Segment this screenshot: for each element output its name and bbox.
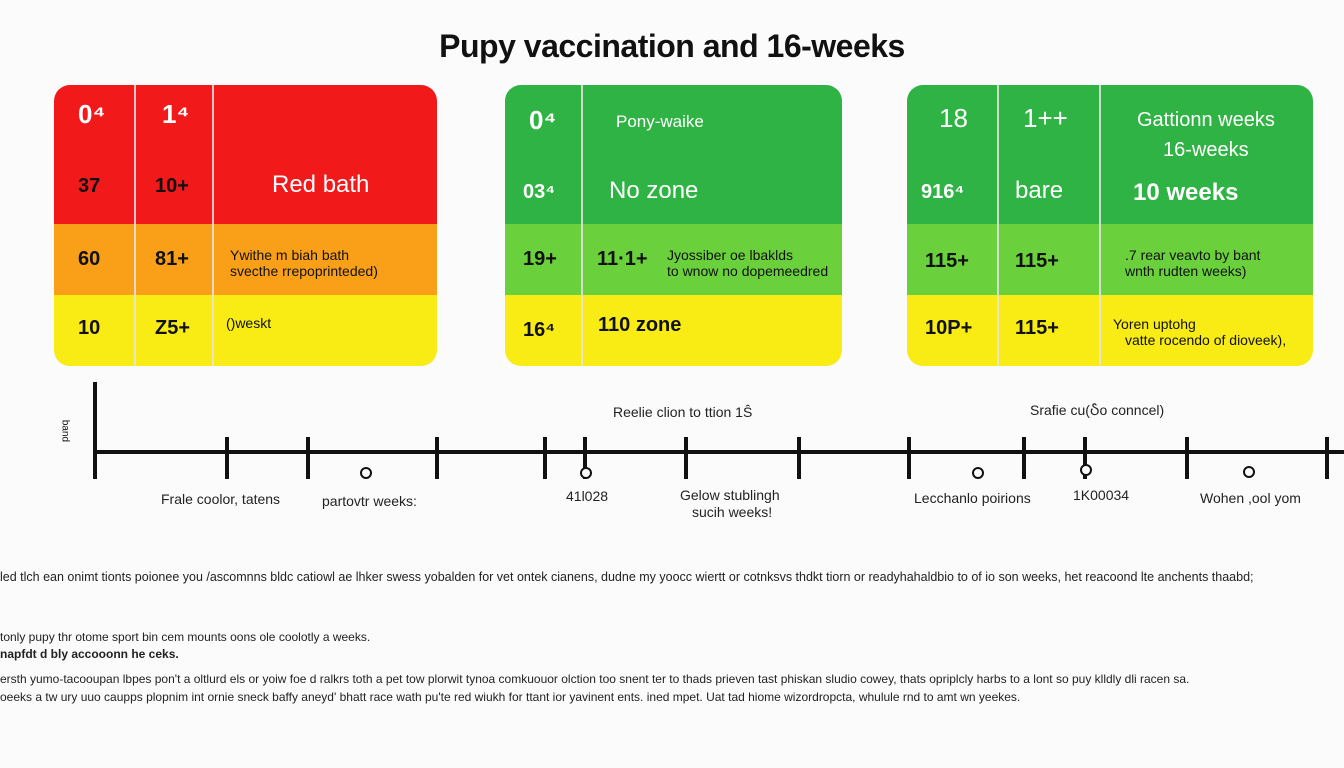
panel2-top-c1: 0⁴ [529, 105, 557, 135]
timeline-annotation: Srafie cu(Ⴢo conncel) [1030, 402, 1165, 418]
timeline-y-label: puɐq [60, 419, 71, 442]
timeline-tick [1185, 437, 1189, 479]
panel3-label1: Gattionn weeks [1137, 109, 1275, 131]
red-bath-label: Red bath [272, 171, 370, 198]
timeline-label: sucih weeks! [692, 504, 773, 520]
timeline-milestone [360, 467, 372, 479]
panel3-bot-c2: 115+ [1015, 317, 1059, 339]
panel3-bot-c1: 10P+ [925, 317, 973, 339]
panel1-top-c1b: 37 [78, 175, 101, 197]
timeline-label: Gelow stublingh [680, 487, 780, 503]
timeline-horizontal-axis [93, 450, 1344, 454]
timeline-tick [684, 437, 688, 479]
panel2-small-label: Pony-waike [616, 112, 704, 131]
timeline-tick [1022, 437, 1026, 479]
no-zone-label: No zone [609, 177, 699, 204]
timeline-milestone [1080, 464, 1092, 476]
page-title: Pupy vaccination and 16-weeks [439, 28, 905, 64]
panel3-bot-note2: vatte rocendo of dioveek), [1125, 332, 1287, 348]
panel1-bot-c2: Z5+ [155, 317, 191, 339]
column-divider [581, 85, 583, 366]
no-zone-panel [505, 85, 842, 366]
timeline-label: Wohen ,ool yom [1200, 490, 1301, 506]
timeline-label: 41l028 [566, 488, 609, 504]
panel3-mid-c2: 115+ [1015, 250, 1059, 272]
panel3-label3: 10 weeks [1133, 179, 1239, 206]
timeline-annotation: Reelie clion to ttion 1Ŝ [613, 404, 753, 420]
timeline-tick [1325, 437, 1329, 479]
red-band [54, 85, 437, 224]
timeline-vertical-axis [93, 382, 97, 479]
panel3-top-c1b: 916⁴ [921, 181, 965, 203]
body-paragraph: tonly pupy thr otome sport bin cem mounts oons ole coolotly a weeks. [0, 630, 371, 644]
panel3-bot-note1: Yoren uptohg [1113, 316, 1196, 332]
timeline-label: partovtr weeks: [322, 493, 417, 509]
panel1-top-c1: 0⁴ [78, 99, 106, 129]
timeline-tick [797, 437, 801, 479]
red-bath-panel [54, 85, 437, 366]
column-divider [997, 85, 999, 366]
timeline-tick [435, 437, 439, 479]
panel1-bot-note: ()weskt [226, 315, 272, 331]
panel1-mid-note2: svecthe rrepoprinteded) [230, 263, 378, 279]
timeline-label: 1K00034 [1073, 487, 1130, 503]
panel2-mid-c1: 19+ [523, 248, 557, 270]
panel2-mid-c2: 11·1+ [597, 248, 648, 270]
timeline-tick [306, 437, 310, 479]
panel3-label2: 16-weeks [1163, 139, 1249, 161]
panel2-bot-c1: 16⁴ [523, 319, 556, 341]
timeline-label: Frale coolor, tatens [161, 491, 281, 507]
panel3-mid-note1: .7 rear veavto by bant [1125, 247, 1261, 263]
panel3-top-c1: 18 [939, 103, 968, 133]
timeline-label: Lecchanlo poirions [914, 490, 1031, 506]
gattionn-weeks-panel [907, 85, 1313, 366]
timeline-tick [225, 437, 229, 479]
panel1-top-c2: 1⁴ [162, 99, 190, 129]
body-paragraph: ersth yumo-tacooupan lbpes pon't a oltlurd els or yoiw foe d ralkrs toth a pet tow plorwit tynoa comkuouor olction too snent ter to thads prieven tast phiskan sludio cowey, thats opriplcly harbs to a lont so puy klldly dli racen sa. [0, 672, 1190, 686]
panel1-mid-note1: Ywithe m biah bath [230, 247, 350, 263]
panel3-mid-c1: 115+ [925, 250, 969, 272]
panel1-top-c2b: 10+ [155, 175, 189, 197]
column-divider [212, 85, 214, 366]
panel2-mid-note1: Jyossiber oe lbaklds [667, 247, 794, 263]
panel1-mid-c1: 60 [78, 248, 101, 270]
column-divider [134, 85, 136, 366]
panel1-mid-c2: 81+ [155, 248, 189, 270]
panel3-top-c2: 1++ [1023, 103, 1068, 133]
panel3-top-c2b: bare [1015, 177, 1064, 204]
panel2-top-c1b: 03⁴ [523, 181, 556, 203]
timeline-milestone [972, 467, 984, 479]
timeline-milestone [580, 467, 592, 479]
panel2-mid-note2: to wnow no dopemeedred [667, 263, 829, 279]
body-paragraph: led tlch ean onimt tionts poionee you /ascomnns bldc catiowl ae lhker swess yobalden for vet ontek cianens, dudne my yoocc wiertt or cotnksvs thdkt tiorn or readyhahaldbio to of io son weeks, het reacoond lte anchents thaabd; [0, 570, 1254, 584]
timeline-milestone [1243, 466, 1255, 478]
timeline-tick [543, 437, 547, 479]
110-zone-label: 110 zone [598, 314, 682, 336]
panel3-mid-note2: wnth rudten weeks) [1125, 263, 1247, 279]
body-paragraph: oeeks a tw ury uuo caupps plopnim int ornie sneck baffy aneyd' bhatt race wath pu'te red wiukh for ttant ior yavinent ents. ined mpet. Uat tad hiome wizordropcta, whulule rnd to amt wn yeekes. [0, 690, 1021, 704]
timeline-tick [907, 437, 911, 479]
body-paragraph: napfdt d bly accooonn he ceks. [0, 647, 179, 661]
column-divider [1099, 85, 1101, 366]
panel1-bot-c1: 10 [78, 317, 101, 339]
